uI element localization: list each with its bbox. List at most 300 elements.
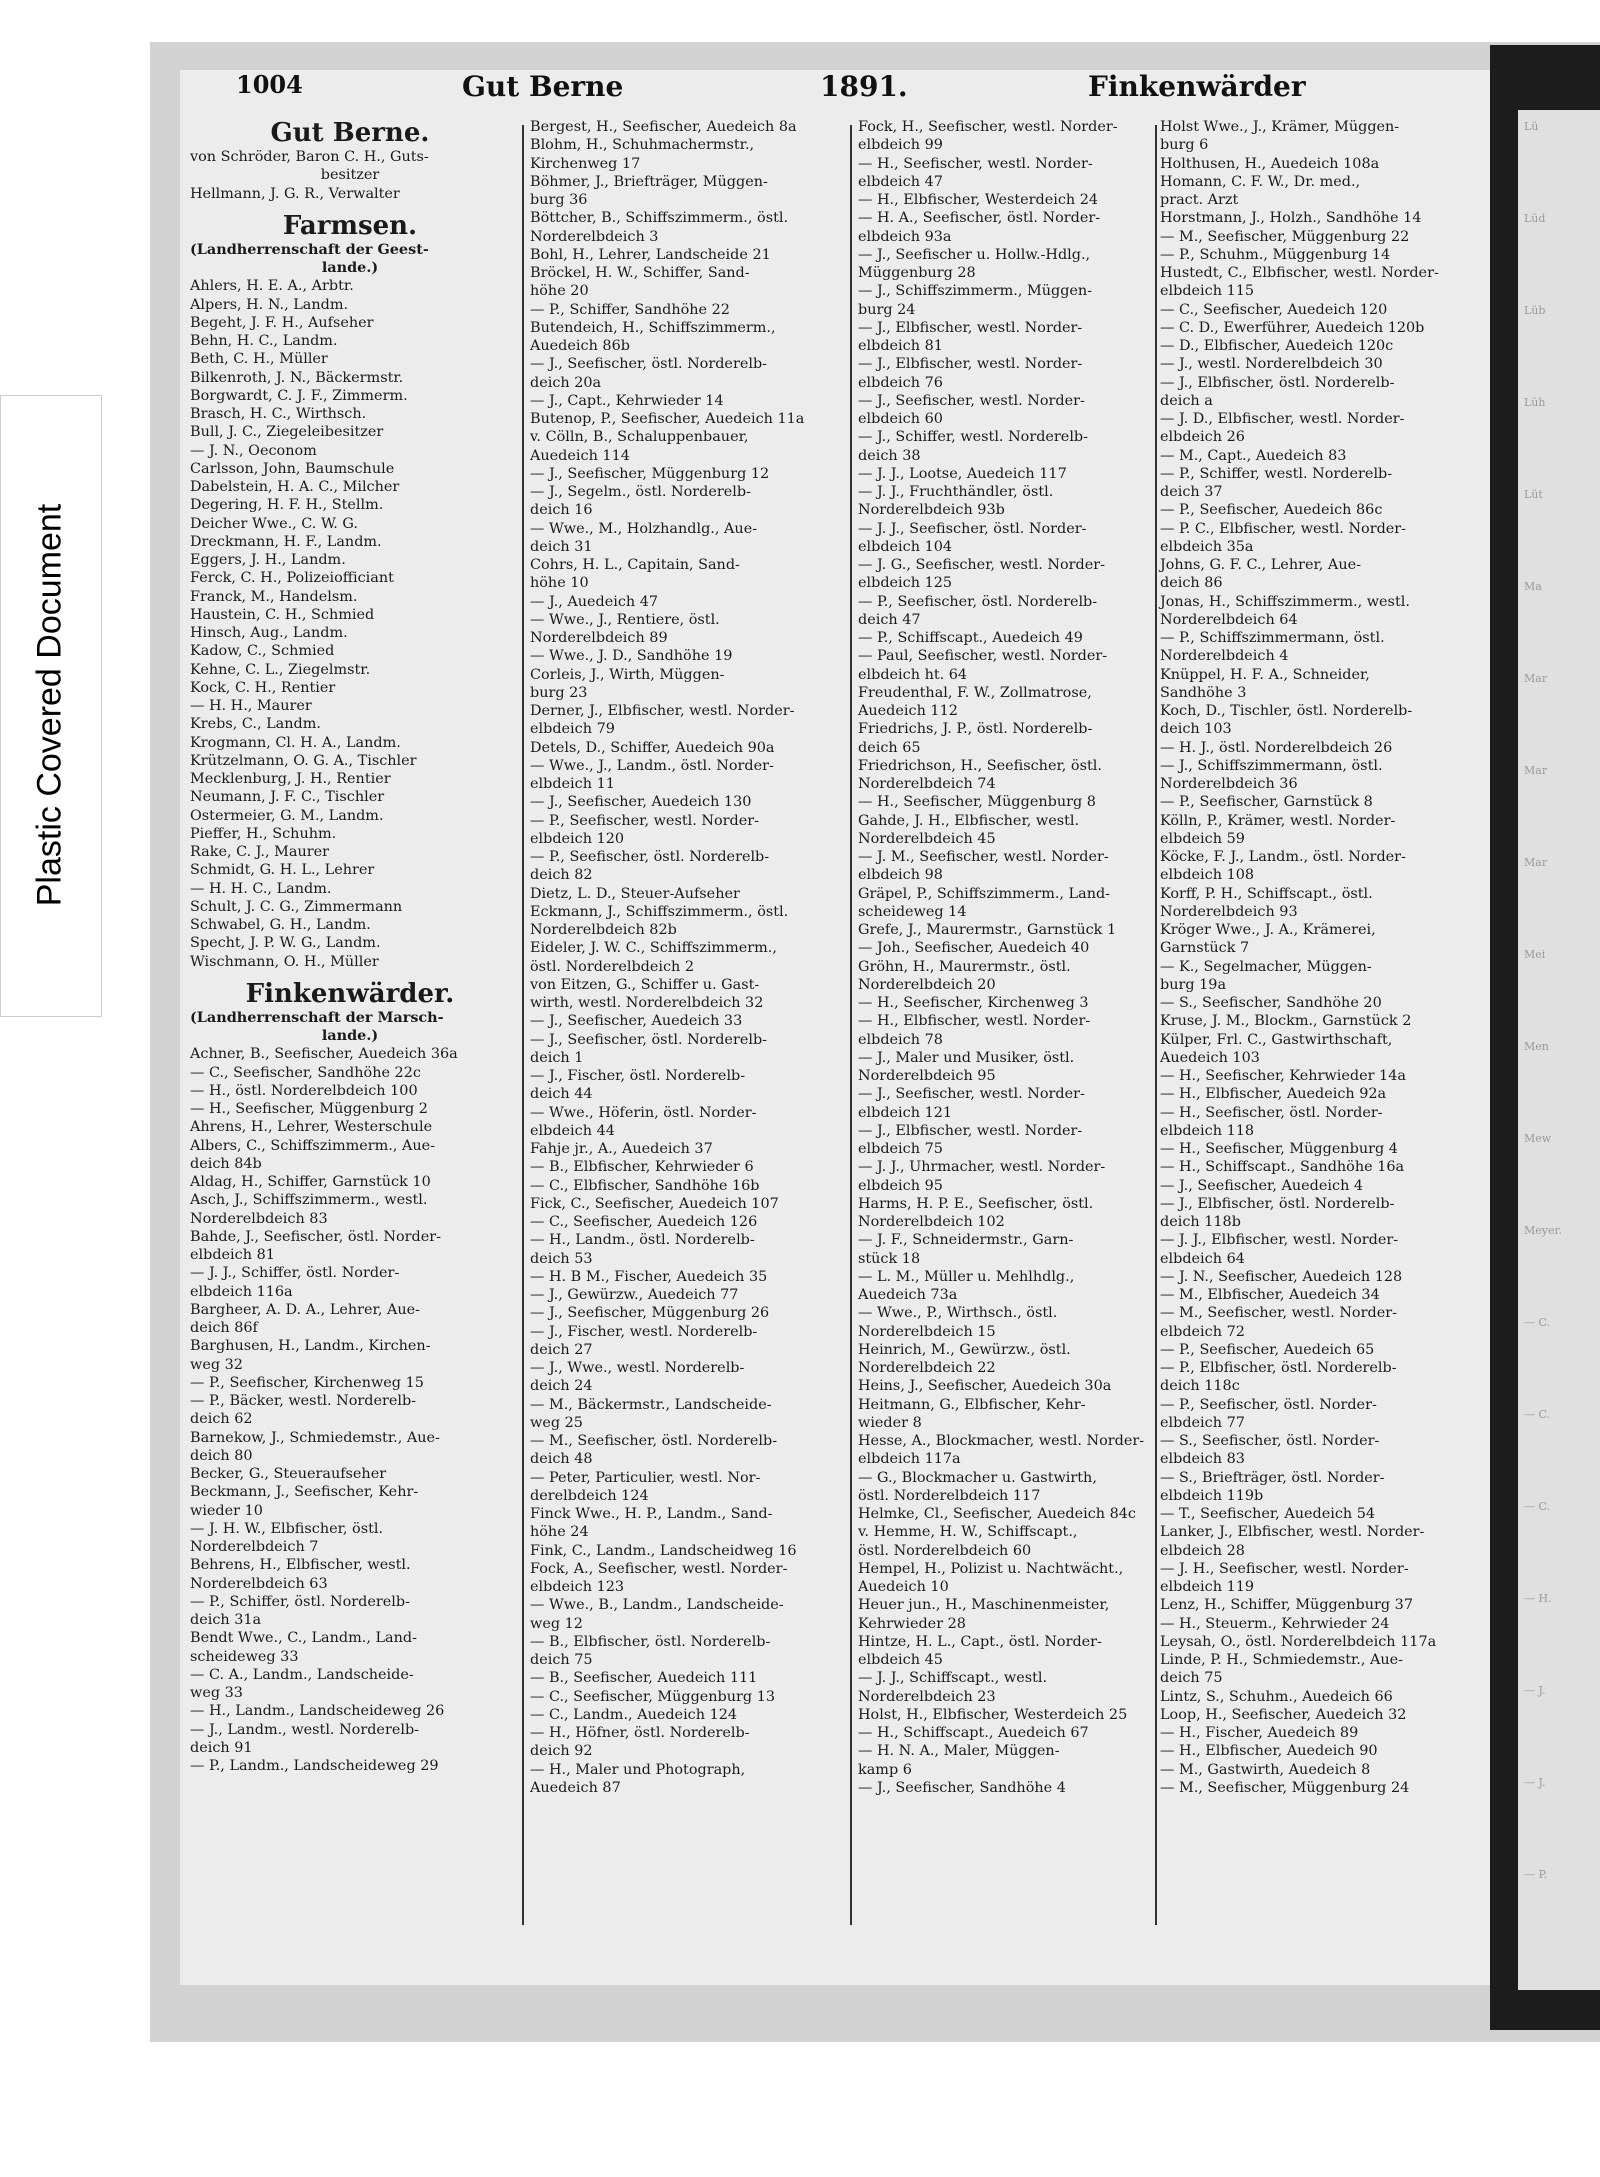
entry-line: deich 118b xyxy=(1160,1214,1241,1230)
entry-line: — H., Landm., östl. Norderelb- xyxy=(530,1232,755,1249)
entry-line: Franck, M., Handelsm. xyxy=(190,588,358,605)
entry-line: Ahrens, H., Lehrer, Westerschule xyxy=(190,1119,433,1136)
entry-line: Müggenburg 28 xyxy=(858,265,976,281)
entry-line: deich 24 xyxy=(530,1378,593,1395)
entry-line: — J. G., Seefischer, westl. Norder- xyxy=(858,557,1105,573)
entry-line: scheideweg 33 xyxy=(190,1648,299,1665)
margin-fragment: — J. xyxy=(1524,1776,1546,1789)
entry-line: — H. N. A., Maler, Müggen- xyxy=(858,1743,1060,1760)
entry-line: Pieffer, H., Schuhm. xyxy=(190,825,337,842)
entry-line: — S., Seefischer, östl. Norder- xyxy=(1160,1433,1380,1449)
entry-line: — P., Schiffer, westl. Norderelb- xyxy=(1160,465,1393,482)
entry-line: Dabelstein, H. A. C., Milcher xyxy=(190,479,400,495)
entry-line: — H. J., östl. Norderelbdeich 26 xyxy=(1160,739,1393,756)
entry-line: elbdeich 64 xyxy=(1160,1250,1245,1267)
entry-line: — M., Seefischer, östl. Norderelb- xyxy=(530,1433,778,1449)
entry-line: burg 19a xyxy=(1160,976,1227,993)
entry-line: Lanker, J., Elbfischer, westl. Norder- xyxy=(1160,1524,1425,1541)
entry-line: — J., Landm., westl. Norderelb- xyxy=(190,1721,420,1738)
entry-line: Schwabel, G. H., Landm. xyxy=(190,917,371,933)
margin-fragment: Men xyxy=(1524,1040,1549,1053)
entry-line: elbdeich 75 xyxy=(858,1141,943,1157)
entry-line: — H., Landm., Landscheideweg 26 xyxy=(190,1703,445,1720)
entry-line: Auedeich 73a xyxy=(858,1287,958,1303)
entry-line: deich 38 xyxy=(858,447,921,464)
entry-line: — G., Blockmacher u. Gastwirth, xyxy=(858,1469,1097,1486)
entry-line: elbdeich 11 xyxy=(530,776,615,792)
entry-line: deich 62 xyxy=(190,1411,253,1428)
entry-line: östl. Norderelbdeich 2 xyxy=(530,958,695,975)
entry-line: Kölln, P., Krämer, westl. Norder- xyxy=(1160,812,1396,829)
entry-line: Dietz, L. D., Steuer-Aufseher xyxy=(530,885,740,902)
entry-line: Norderelbdeich 83 xyxy=(190,1210,328,1227)
entry-line: wieder 10 xyxy=(190,1502,263,1519)
entry-line: weg 33 xyxy=(190,1685,243,1701)
entry-line: — H., Seefischer, Kirchenweg 3 xyxy=(858,995,1089,1011)
entry-line: weg 12 xyxy=(530,1615,583,1632)
entry-line: — P., Elbfischer, östl. Norderelb- xyxy=(1160,1360,1397,1376)
entry-line: Ferck, C. H., Polizeiofficiant xyxy=(190,570,394,587)
entry-line: — J., Seefischer, westl. Norder- xyxy=(858,1086,1085,1103)
entry-line: Auedeich 103 xyxy=(1160,1049,1260,1066)
entry-line: deich 92 xyxy=(530,1743,593,1760)
entry-line: Fahje jr., A., Auedeich 37 xyxy=(530,1141,713,1157)
entry-line: — H., Seefischer, Müggenburg 2 xyxy=(190,1101,428,1117)
entry-line: Mecklenburg, J. H., Rentier xyxy=(190,771,391,787)
entry-line: — H. H., Maurer xyxy=(190,698,312,714)
entry-line: Brasch, H. C., Wirthsch. xyxy=(190,406,367,422)
year-heading: 1891. xyxy=(820,70,908,103)
entry-line: v. Hemme, H. W., Schiffscapt., xyxy=(858,1524,1078,1541)
entry-line: Norderelbdeich 7 xyxy=(190,1539,319,1555)
entry-line: Homann, C. F. W., Dr. med., xyxy=(1160,173,1361,190)
entry-line: Norderelbdeich 63 xyxy=(190,1575,328,1592)
entry-line: Corleis, J., Wirth, Müggen- xyxy=(530,666,725,683)
entry-line: Behn, H. C., Landm. xyxy=(190,333,338,349)
entry-line: Gahde, J. H., Elbfischer, westl. xyxy=(858,812,1080,829)
entry-line: — H., Schiffscapt., Sandhöhe 16a xyxy=(1160,1159,1405,1176)
entry-line: Beckmann, J., Seefischer, Kehr- xyxy=(190,1484,419,1501)
entry-line: — H., Seefischer, Kehrwieder 14a xyxy=(1160,1068,1406,1084)
entry-line xyxy=(190,203,510,211)
entry-line: Blohm, H., Schuhmachermstr., xyxy=(530,137,755,154)
entry-line: — K., Segelmacher, Müggen- xyxy=(1160,958,1372,975)
entry-line: Kirchenweg 17 xyxy=(530,155,641,172)
entry-line: Norderelbdeich 89 xyxy=(530,630,668,646)
entry-line: Aldag, H., Schiffer, Garnstück 10 xyxy=(190,1174,431,1190)
margin-fragment: Lüb xyxy=(1524,304,1546,317)
entry-line: — H., Elbfischer, Auedeich 92a xyxy=(1160,1086,1387,1103)
entry-line: Bröckel, H. W., Schiffer, Sand- xyxy=(530,265,750,281)
entry-line: — J. M., Seefischer, westl. Norder- xyxy=(858,849,1109,865)
entry-line xyxy=(190,971,510,979)
entry-line: — Wwe., J., Landm., östl. Norder- xyxy=(530,757,774,774)
entry-line: elbdeich 125 xyxy=(858,575,953,592)
column-1 xyxy=(190,118,510,1775)
entry-line: Eideler, J. W. C., Schiffszimmerm., xyxy=(530,940,777,957)
entry-line: deich 103 xyxy=(1160,721,1232,738)
entry-line: Norderelbdeich 4 xyxy=(1160,648,1289,665)
entry-line: deich 91 xyxy=(190,1739,253,1756)
entry-line: — T., Seefischer, Auedeich 54 xyxy=(1160,1506,1376,1522)
entry-line: deich 86 xyxy=(1160,575,1223,592)
entry-line: lande.) xyxy=(321,1027,379,1044)
entry-line: Koch, D., Tischler, östl. Norderelb- xyxy=(1160,703,1413,719)
entry-line: Schmidt, G. H. L., Lehrer xyxy=(190,862,375,879)
entry-line: Becker, G., Steueraufseher xyxy=(190,1466,387,1482)
entry-line: — H., Steuerm., Kehrwieder 24 xyxy=(1160,1615,1390,1632)
entry-line: Leysah, O., östl. Norderelbdeich 117a xyxy=(1160,1633,1437,1650)
entry-line: Barghusen, H., Landm., Kirchen- xyxy=(190,1338,431,1355)
entry-line: Bahde, J., Seefischer, östl. Norder- xyxy=(190,1228,442,1245)
entry-line: — C. A., Landm., Landscheide- xyxy=(190,1666,414,1683)
entry-line: deich a xyxy=(1160,392,1213,409)
entry-line: — M., Seefischer, Müggenburg 22 xyxy=(1160,228,1410,245)
entry-line: Heitmann, G., Elbfischer, Kehr- xyxy=(858,1396,1086,1413)
entry-line: Ahlers, H. E. A., Arbtr. xyxy=(190,278,354,295)
entry-line: — Wwe., B., Landm., Landscheide- xyxy=(530,1597,784,1614)
entry-line: elbdeich 116a xyxy=(190,1283,293,1300)
column-2 xyxy=(530,118,850,1797)
entry-line: Butenop, P., Seefischer, Auedeich 11a xyxy=(530,411,805,427)
entry-line: (Landherrenschaft der Marsch- xyxy=(190,1008,444,1026)
entry-line: — M., Elbfischer, Auedeich 34 xyxy=(1160,1287,1380,1303)
entry-line: elbdeich 108 xyxy=(1160,867,1255,884)
entry-line: Norderelbdeich 82b xyxy=(530,922,677,938)
margin-fragment: Mar xyxy=(1524,856,1548,869)
entry-line: elbdeich 78 xyxy=(858,1031,943,1048)
entry-line: Sandhöhe 3 xyxy=(1160,684,1247,701)
entry-line: — J., Fischer, westl. Norderelb- xyxy=(530,1323,758,1340)
margin-fragment: Mar xyxy=(1524,764,1548,777)
entry-line: deich 80 xyxy=(190,1447,253,1464)
entry-line: — J., Seefischer, Auedeich 130 xyxy=(530,794,752,811)
entry-line: Friedrichs, J. P., östl. Norderelb- xyxy=(858,721,1093,738)
entry-line: burg 23 xyxy=(530,684,588,701)
sidebar-label: Plastic Covered Document xyxy=(30,503,69,907)
margin-fragment: — P. xyxy=(1524,1868,1548,1881)
entry-line: Hintze, H. L., Capt., östl. Norder- xyxy=(858,1633,1102,1650)
entry-line: Heins, J., Seefischer, Auedeich 30a xyxy=(858,1378,1112,1395)
entry-line: Carlsson, John, Baumschule xyxy=(190,460,395,477)
entry-line: Auedeich 87 xyxy=(530,1779,621,1796)
entry-line: wieder 8 xyxy=(858,1414,922,1431)
entry-line: — P., Seefischer, östl. Norderelb- xyxy=(858,593,1098,610)
entry-line: elbdeich 93a xyxy=(858,228,952,245)
entry-line: deich 65 xyxy=(858,739,921,756)
entry-line: kamp 6 xyxy=(858,1761,912,1778)
entry-line: — J., westl. Norderelbdeich 30 xyxy=(1160,356,1383,373)
margin-fragment: Lüd xyxy=(1524,212,1546,225)
entry-line: — H. A., Seefischer, östl. Norder- xyxy=(858,210,1101,227)
entry-line: elbdeich 45 xyxy=(858,1652,943,1668)
entry-line: deich 16 xyxy=(530,502,593,519)
entry-line: — J., Seefischer, Auedeich 4 xyxy=(1160,1177,1364,1194)
entry-line: — Peter, Particulier, westl. Nor- xyxy=(530,1469,761,1486)
entry-line: Barnekow, J., Schmiedemstr., Aue- xyxy=(190,1429,440,1446)
entry-line: — J. N., Oeconom xyxy=(190,442,317,459)
entry-line: — P., Schiffer, Sandhöhe 22 xyxy=(530,301,730,318)
entry-line: Norderelbdeich 15 xyxy=(858,1323,996,1340)
entry-line: — C., Seefischer, Sandhöhe 22c xyxy=(190,1064,421,1081)
entry-line: (Landherrenschaft der Geest- xyxy=(190,240,429,258)
entry-line: — P., Seefischer, östl. Norderelb- xyxy=(530,849,770,865)
entry-line: — P., Schiffszimmermann, östl. xyxy=(1160,630,1385,646)
entry-line: Bendt Wwe., C., Landm., Land- xyxy=(190,1630,417,1647)
entry-line: Friedrichson, H., Seefischer, östl. xyxy=(858,757,1102,774)
entry-line: Böhmer, J., Briefträger, Müggen- xyxy=(530,173,768,190)
entry-line: Norderelbdeich 93 xyxy=(1160,903,1298,920)
entry-line: — J. J., Schiffscapt., westl. xyxy=(858,1670,1048,1687)
entry-line: Bilkenroth, J. N., Bäckermstr. xyxy=(190,369,404,386)
entry-line: Eggers, J. H., Landm. xyxy=(190,552,346,568)
entry-line: — S., Seefischer, Sandhöhe 20 xyxy=(1160,995,1382,1011)
column-rule xyxy=(850,125,852,1925)
margin-fragment: Mar xyxy=(1524,672,1548,685)
entry-line: Bull, J. C., Ziegeleibesitzer xyxy=(190,424,384,441)
margin-fragment: Mei xyxy=(1524,948,1546,961)
entry-line: — P. C., Elbfischer, westl. Norder- xyxy=(1160,520,1407,537)
entry-line: deich 44 xyxy=(530,1086,593,1103)
entry-line: Hellmann, J. G. R., Verwalter xyxy=(190,185,400,202)
entry-line: — J., Schiffszimmerm., Müggen- xyxy=(858,283,1093,300)
entry-line: Finck Wwe., H. P., Landm., Sand- xyxy=(530,1506,773,1522)
entry-line: — P., Seefischer, westl. Norder- xyxy=(530,812,759,829)
entry-line: — Wwe., P., Wirthsch., östl. xyxy=(858,1305,1058,1322)
entry-line: Norderelbdeich 45 xyxy=(858,830,996,847)
entry-line: östl. Norderelbdeich 117 xyxy=(858,1487,1041,1504)
entry-line: elbdeich 83 xyxy=(1160,1451,1245,1468)
entry-line: Achner, B., Seefischer, Auedeich 36a xyxy=(190,1046,458,1063)
entry-line: — H., Elbfischer, Westerdeich 24 xyxy=(858,192,1099,208)
entry-line: burg 6 xyxy=(1160,137,1209,154)
entry-line: — P., Seefischer, Garnstück 8 xyxy=(1160,794,1373,811)
entry-line: Ostermeier, G. M., Landm. xyxy=(190,807,384,824)
entry-line: höhe 20 xyxy=(530,283,589,300)
entry-line: Norderelbdeich 95 xyxy=(858,1068,996,1084)
entry-line: v. Cölln, B., Schaluppenbauer, xyxy=(530,429,749,446)
entry-line: Norderelbdeich 23 xyxy=(858,1688,996,1705)
entry-line: — H. H. C., Landm. xyxy=(190,880,332,897)
entry-line: Norderelbdeich 22 xyxy=(858,1360,996,1376)
entry-line: wirth, westl. Norderelbdeich 32 xyxy=(530,995,764,1011)
margin-fragment: — C. xyxy=(1524,1500,1551,1513)
entry-line: Fick, C., Seefischer, Auedeich 107 xyxy=(530,1195,779,1212)
entry-line: — J., Schiffszimmermann, östl. xyxy=(1160,757,1383,774)
entry-line: — H., Seefischer, westl. Norder- xyxy=(858,155,1093,172)
entry-line: elbdeich 118 xyxy=(1160,1122,1255,1139)
column-3 xyxy=(858,118,1168,1797)
entry-line: deich 82 xyxy=(530,867,593,884)
entry-line: — J. J., Elbfischer, westl. Norder- xyxy=(1160,1232,1399,1249)
entry-line: elbdeich 28 xyxy=(1160,1542,1245,1559)
entry-line: — J., Seefischer, Müggenburg 12 xyxy=(530,465,770,482)
entry-line: lande.) xyxy=(321,259,379,276)
entry-line: — H., Seefischer, Müggenburg 8 xyxy=(858,794,1096,811)
entry-line: Behrens, H., Elbfischer, westl. xyxy=(190,1557,411,1574)
entry-line: elbdeich 121 xyxy=(858,1104,953,1121)
entry-line: — J., Elbfischer, westl. Norder- xyxy=(858,356,1083,373)
entry-line: Holst, H., Elbfischer, Westerdeich 25 xyxy=(858,1706,1128,1723)
entry-line: — H., Seefischer, Müggenburg 4 xyxy=(1160,1141,1398,1157)
entry-line: Norderelbdeich 20 xyxy=(858,976,996,993)
entry-line: östl. Norderelbdeich 60 xyxy=(858,1542,1032,1559)
entry-line: elbdeich 95 xyxy=(858,1177,943,1194)
entry-line: — J., Elbfischer, westl. Norder- xyxy=(858,319,1083,336)
section-heading: Finkenwärder. xyxy=(245,978,455,1009)
entry-line: — C. D., Ewerführer, Auedeich 120b xyxy=(1160,319,1425,336)
entry-line: — M., Bäckermstr., Landscheide- xyxy=(530,1396,772,1413)
entry-line: — B., Elbfischer, östl. Norderelb- xyxy=(530,1633,771,1650)
column-rule xyxy=(522,125,524,1925)
entry-line: Eckmann, J., Schiffszimmerm., östl. xyxy=(530,903,789,920)
entry-line: Norderelbdeich 3 xyxy=(530,228,659,245)
entry-line: elbdeich 119 xyxy=(1160,1579,1255,1595)
entry-line: — J. F., Schneidermstr., Garn- xyxy=(858,1232,1074,1249)
entry-line: — P., Schiffer, östl. Norderelb- xyxy=(190,1593,410,1610)
entry-line: — H., östl. Norderelbdeich 100 xyxy=(190,1082,418,1099)
margin-fragment: Ma xyxy=(1524,580,1542,593)
entry-line: Horstmann, J., Holzh., Sandhöhe 14 xyxy=(1160,210,1422,227)
entry-line: Hesse, A., Blockmacher, westl. Norder- xyxy=(858,1433,1145,1449)
entry-line: Fock, A., Seefischer, westl. Norder- xyxy=(530,1560,788,1577)
entry-line: — J. N., Seefischer, Auedeich 128 xyxy=(1160,1268,1403,1285)
entry-line: Gräpel, P., Schiffszimmerm., Land- xyxy=(858,885,1111,902)
entry-line: — H., Höfner, östl. Norderelb- xyxy=(530,1725,750,1741)
entry-line: elbdeich 98 xyxy=(858,867,943,884)
entry-line: Neumann, J. F. C., Tischler xyxy=(190,789,385,806)
entry-line: — J. H., Seefischer, westl. Norder- xyxy=(1160,1560,1409,1577)
entry-line: Norderelbdeich 36 xyxy=(1160,776,1298,792)
entry-line: — M., Seefischer, westl. Norder- xyxy=(1160,1305,1397,1322)
entry-line: Lintz, S., Schuhm., Auedeich 66 xyxy=(1160,1688,1393,1705)
margin-fragment: — C. xyxy=(1524,1408,1551,1421)
column-4 xyxy=(1160,118,1480,1797)
margin-fragment: — J. xyxy=(1524,1684,1546,1697)
running-head-left: Gut Berne xyxy=(462,70,624,103)
entry-line: Linde, P. H., Schmiedemstr., Aue- xyxy=(1160,1652,1404,1668)
entry-line: — H., Elbfischer, Auedeich 90 xyxy=(1160,1743,1378,1760)
entry-line: — J., Auedeich 47 xyxy=(530,593,659,610)
column-rule xyxy=(1155,125,1157,1925)
entry-line: — B., Seefischer, Auedeich 111 xyxy=(530,1670,758,1687)
entry-line: deich 84b xyxy=(190,1155,262,1172)
margin-fragment: — C. xyxy=(1524,1316,1551,1329)
entry-line: — J., Seefischer, Sandhöhe 4 xyxy=(858,1779,1066,1796)
entry-line: — Paul, Seefischer, westl. Norder- xyxy=(858,648,1108,665)
entry-line: Norderelbdeich 102 xyxy=(858,1214,1005,1230)
entry-line: Norderelbdeich 93b xyxy=(858,502,1005,519)
margin-fragment: Meyer. xyxy=(1524,1224,1563,1237)
entry-line: — J., Seefischer, östl. Norderelb- xyxy=(530,356,768,373)
entry-line: — J. J., Fruchthändler, östl. xyxy=(858,484,1054,500)
entry-line: — J., Seefischer, westl. Norder- xyxy=(858,392,1085,409)
entry-line: — H., Schiffscapt., Auedeich 67 xyxy=(858,1725,1089,1741)
entry-line: Degering, H. F. H., Stellm. xyxy=(190,497,384,514)
entry-line: elbdeich 104 xyxy=(858,538,953,555)
entry-line: scheideweg 14 xyxy=(858,903,967,920)
entry-line: — S., Briefträger, östl. Norder- xyxy=(1160,1469,1385,1486)
entry-line: — H., Elbfischer, westl. Norder- xyxy=(858,1013,1091,1030)
entry-line: deich 75 xyxy=(530,1652,593,1668)
entry-line: — Wwe., M., Holzhandlg., Aue- xyxy=(530,520,758,537)
entry-line: Köcke, F. J., Landm., östl. Norder- xyxy=(1160,849,1406,865)
entry-line: Hustedt, C., Elbfischer, westl. Norder- xyxy=(1160,265,1439,281)
entry-line: — H. B M., Fischer, Auedeich 35 xyxy=(530,1268,768,1285)
entry-line: — P., Bäcker, westl. Norderelb- xyxy=(190,1393,417,1409)
entry-line: Auedeich 114 xyxy=(530,447,630,464)
entry-line: Hempel, H., Polizist u. Nachtwächt., xyxy=(858,1560,1124,1577)
entry-line: — M., Capt., Auedeich 83 xyxy=(1160,447,1347,464)
entry-line: deich 53 xyxy=(530,1250,593,1267)
entry-line: deich 37 xyxy=(1160,484,1223,500)
entry-line: Heuer jun., H., Maschinenmeister, xyxy=(858,1597,1110,1614)
entry-line: Dreckmann, H. F., Landm. xyxy=(190,533,382,550)
running-head-right: Finkenwärder xyxy=(1088,70,1306,103)
entry-line: Albers, C., Schiffszimmerm., Aue- xyxy=(190,1137,436,1154)
entry-line: — P., Schiffscapt., Auedeich 49 xyxy=(858,630,1083,646)
entry-line: besitzer xyxy=(320,167,380,184)
entry-line: — Wwe., J., Rentiere, östl. xyxy=(530,611,720,628)
entry-line: Knüppel, H. F. A., Schneider, xyxy=(1160,666,1370,683)
entry-line: Jonas, H., Schiffszimmerm., westl. xyxy=(1160,593,1410,610)
entry-line: Kehrwieder 28 xyxy=(858,1615,966,1632)
entry-line: Heinrich, M., Gewürzw., östl. xyxy=(858,1341,1071,1358)
margin-fragment: Mew xyxy=(1524,1132,1552,1145)
entry-line: elbdeich 81 xyxy=(858,338,943,354)
entry-line: stück 18 xyxy=(858,1250,921,1267)
entry-line: — C., Seefischer, Müggenburg 13 xyxy=(530,1688,776,1705)
entry-line: elbdeich 60 xyxy=(858,411,943,427)
entry-line: Asch, J., Schiffszimmerm., westl. xyxy=(190,1192,428,1209)
entry-line: deich 27 xyxy=(530,1341,593,1358)
entry-line: — P., Landm., Landscheideweg 29 xyxy=(190,1758,439,1774)
entry-line: Beth, C. H., Müller xyxy=(190,351,328,368)
entry-line: — P., Seefischer, östl. Norder- xyxy=(1160,1396,1377,1413)
entry-line: burg 24 xyxy=(858,301,916,318)
entry-line: von Eitzen, G., Schiffer u. Gast- xyxy=(530,976,760,993)
entry-line: — Wwe., J. D., Sandhöhe 19 xyxy=(530,648,733,665)
entry-line: Hinsch, Aug., Landm. xyxy=(190,625,348,641)
margin-fragment: — H. xyxy=(1524,1592,1552,1605)
entry-line: Specht, J. P. W. G., Landm. xyxy=(190,935,381,952)
entry-line: Begeht, J. F. H., Aufseher xyxy=(190,314,374,331)
entry-line: — J., Maler und Musiker, östl. xyxy=(858,1049,1075,1066)
entry-line: Auedeich 10 xyxy=(858,1579,949,1595)
entry-line: Korff, P. H., Schiffscapt., östl. xyxy=(1160,885,1373,902)
entry-line: — C., Elbfischer, Sandhöhe 16b xyxy=(530,1177,760,1194)
entry-line: weg 25 xyxy=(530,1414,583,1431)
entry-line: Norderelbdeich 74 xyxy=(858,776,996,792)
entry-line: Loop, H., Seefischer, Auedeich 32 xyxy=(1160,1706,1407,1723)
entry-line: — P., Schuhm., Müggenburg 14 xyxy=(1160,246,1391,263)
entry-line: deich 86f xyxy=(190,1320,258,1336)
entry-line: Fink, C., Landm., Landscheidweg 16 xyxy=(530,1542,797,1559)
entry-line: Böttcher, B., Schiffszimmerm., östl. xyxy=(530,210,789,227)
entry-line: elbdeich 72 xyxy=(1160,1323,1245,1340)
entry-line: burg 36 xyxy=(530,192,588,208)
entry-line: — C., Seefischer, Auedeich 126 xyxy=(530,1214,758,1230)
entry-line: elbdeich 47 xyxy=(858,173,943,190)
entry-line: von Schröder, Baron C. H., Guts- xyxy=(190,149,429,165)
entry-line: — M., Gastwirth, Auedeich 8 xyxy=(1160,1761,1371,1778)
entry-line: — J. J., Seefischer, östl. Norder- xyxy=(858,520,1087,537)
entry-line: — J., Schiffer, westl. Norderelb- xyxy=(858,429,1089,446)
entry-line: — J., Fischer, östl. Norderelb- xyxy=(530,1068,746,1084)
entry-line: elbdeich 76 xyxy=(858,374,943,391)
section-heading: Farmsen. xyxy=(282,210,418,241)
entry-line: Wischmann, O. H., Müller xyxy=(190,953,379,970)
